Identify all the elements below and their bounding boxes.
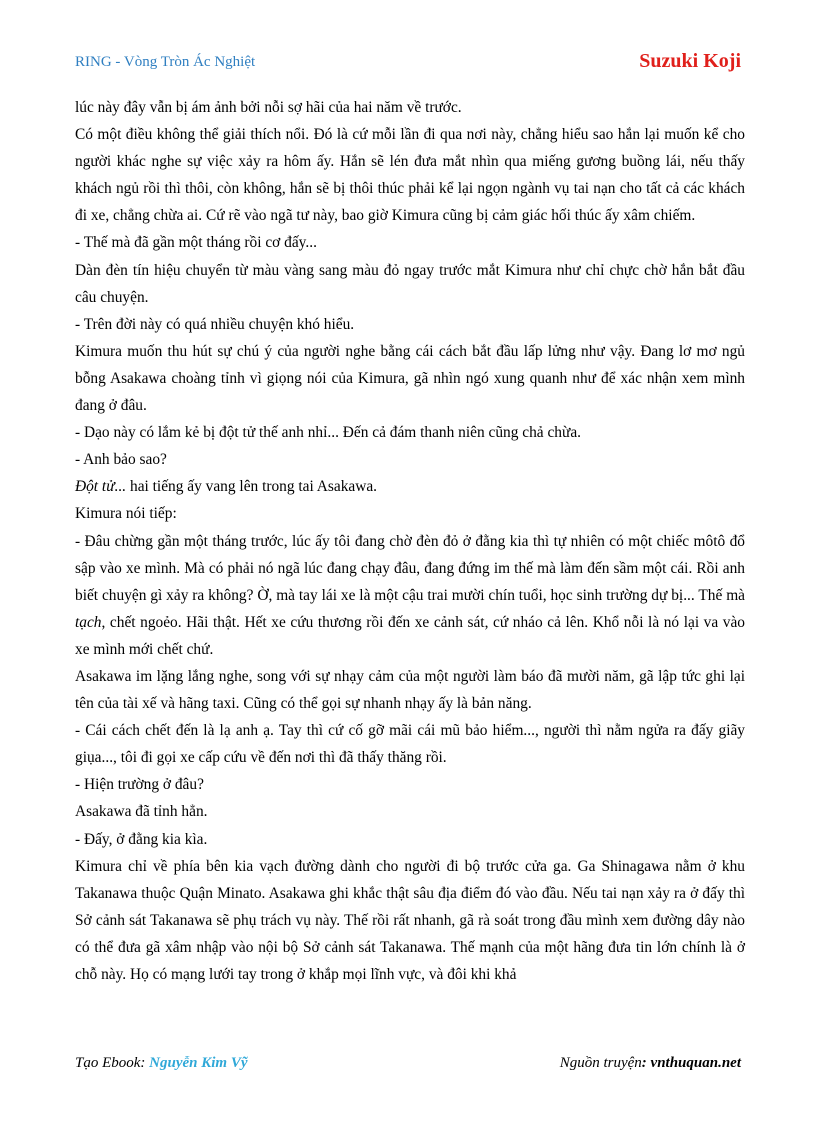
book-title: RING - Vòng Tròn Ác Nghiệt <box>75 54 256 70</box>
paragraph: Asakawa đã tỉnh hẳn. <box>75 803 208 821</box>
paragraph: Kimura nói tiếp: <box>75 505 177 523</box>
paragraph: - Thế mà đã gần một tháng rồi cơ đấy... <box>75 234 317 252</box>
page-header <box>75 50 741 76</box>
paragraph: - Hiện trường ở đâu? <box>75 776 204 794</box>
italic-word: tạch <box>75 613 102 631</box>
paragraph: Có một điều không thể giải thích nổi. Đó là cứ mỗi lần đi qua nơi này, chẳng hiểu sao hắn lại muốn kể cho người khác nghe sự việc xảy ra hôm ấy. Hắn sẽ lén đưa mắt nhìn qua miếng gương buồng lái, nếu thấy khách ngủ rồi thì thôi, còn không, hắn sẽ bị thôi thúc phải kể lại ngọn ngành vụ tai nạn cho tất cả các khách đi xe, chẳng chừa ai. Cứ rẽ vào ngã tư này, bao giờ Kimura cũng bị cảm giác hối thúc ấy xâm chiếm. <box>75 126 745 225</box>
paragraph: - Anh bảo sao? <box>75 451 167 469</box>
paragraph: Asakawa im lặng lắng nghe, song với sự nhạy cảm của một người làm báo đã mười năm, gã lập tức ghi lại tên của tài xế và hãng taxi. Cũng có thể gọi sự nhanh nhạy ấy là bản năng. <box>75 667 745 713</box>
paragraph: Kimura chỉ về phía bên kia vạch đường dành cho người đi bộ trước cửa ga. Ga Shinagawa nằm ở khu Takanawa thuộc Quận Minato. Asakawa ghi khắc thật sâu địa điểm đó vào đầu. Nếu tai nạn xảy ra ở đấy thì Sở cảnh sát Takanawa sẽ phụ trách vụ này. Thế rồi rất nhanh, gã rà soát trong đầu mình xem đường dây nào có thể đưa gã xâm nhập vào nội bộ Sở cảnh sát Takanawa. Thế mạnh của một hãng đưa tin lớn chính là ở chỗ này. Họ có mạng lưới tay trong ở khắp mọi lĩnh vực, và đôi khi khả <box>75 857 745 983</box>
source-sep: : <box>641 1055 651 1071</box>
paragraph-mixed <box>75 528 745 663</box>
body-text <box>75 94 745 988</box>
ebook-credit <box>75 1055 248 1072</box>
italic-phrase: Đột tử... <box>75 478 127 496</box>
paragraph: - Đấy, ở đằng kia kìa. <box>75 830 208 848</box>
paragraph: - Cái cách chết đến là lạ anh ạ. Tay thì cứ cố gỡ mãi cái mũ bảo hiểm..., người thì nằm ngửa ra đấy giãy giụa..., tôi đi gọi xe cấp cứu về đến nơi thì đã thấy thăng rồi. <box>75 722 745 767</box>
source-credit <box>560 1055 741 1072</box>
paragraph: - Trên đời này có quá nhiều chuyện khó hiểu. <box>75 315 355 333</box>
paragraph: Kimura muốn thu hút sự chú ý của người nghe bằng cái cách bắt đầu lấp lửng như vậy. Đang lơ mơ ngủ bỗng Asakawa choàng tỉnh vì giọng nói của Kimura, gã nhìn ngó xung quanh như để xác nhận xem mình đang ở đâu. <box>75 342 745 415</box>
source-site: vnthuquan.net <box>650 1055 741 1071</box>
paragraph-rest: hai tiếng ấy vang lên trong tai Asakawa. <box>126 478 378 496</box>
ebook-creator-name: Nguyễn Kim Vỹ <box>149 1055 248 1071</box>
paragraph-part: , chết ngoẻo. Hãi thật. Hết xe cứu thương rồi đến xe cảnh sát, cứ nháo cả lên. Khổ nỗi là nó lại va vào xe mình mới chết chứ. <box>75 613 745 658</box>
paragraph: - Dạo này có lắm kẻ bị đột tử thế anh nhỉ... Đến cả đám thanh niên cũng chả chừa. <box>75 424 582 442</box>
ebook-sep: : <box>140 1055 150 1071</box>
paragraph-italic <box>75 473 745 500</box>
source-label: Nguồn truyện <box>559 1055 642 1071</box>
paragraph: Dàn đèn tín hiệu chuyển từ màu vàng sang màu đỏ ngay trước mắt Kimura như chỉ chực chờ hắn bắt đầu câu chuyện. <box>75 261 745 306</box>
page-footer <box>75 1055 741 1077</box>
paragraph: lúc này đây vẫn bị ám ảnh bởi nỗi sợ hãi của hai năm về trước. <box>75 99 462 116</box>
paragraph-part: - Đâu chừng gần một tháng trước, lúc ấy tôi đang chờ đèn đỏ ở đằng kia thì tự nhiên có một chiếc môtô đổ sập vào xe mình. Mà có phải nó ngã lúc đang chạy đâu, đang đứng im thế mà làm đến sầm một cái. Rồi anh biết chuyện gì xảy ra không? Ờ, mà tay lái xe là một cậu trai mười chín tuổi, học sinh trường dự bị... Thế mà <box>75 532 745 604</box>
ebook-label: Tạo Ebook <box>75 1055 141 1071</box>
author-name: Suzuki Koji <box>639 50 741 72</box>
